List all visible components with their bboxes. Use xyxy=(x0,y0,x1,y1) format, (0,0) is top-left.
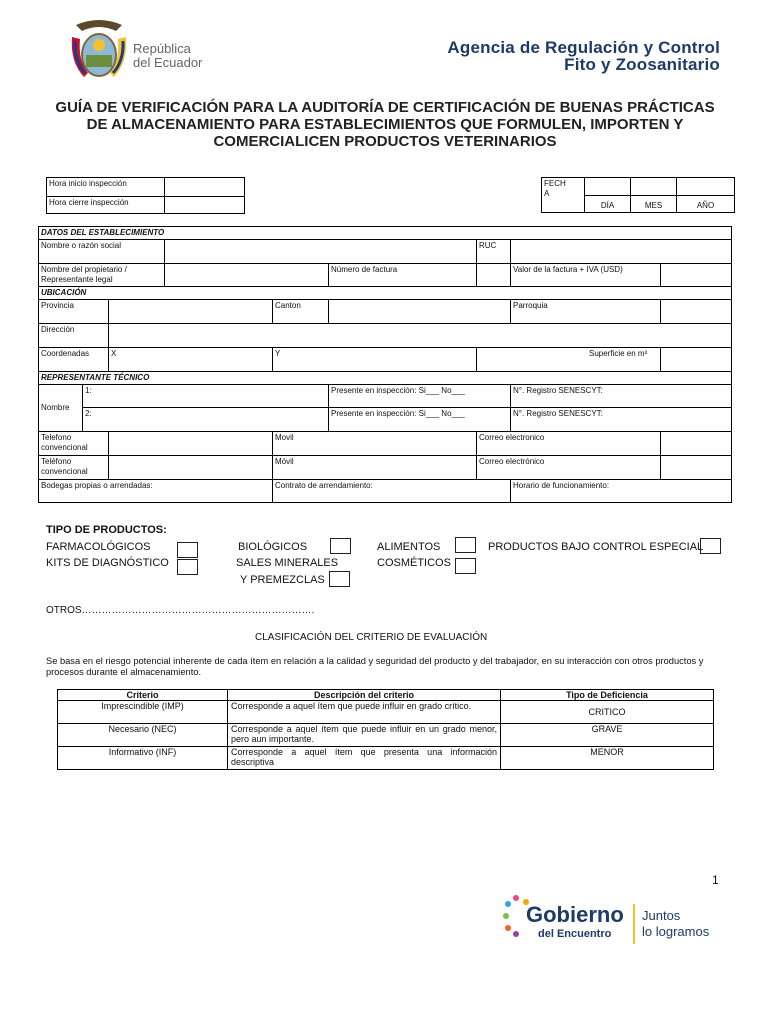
warehouses-label: Bodegas propias o arrendadas: xyxy=(39,480,273,503)
owner-field[interactable] xyxy=(165,264,329,287)
phone-label-2: Teléfono convencional xyxy=(39,456,109,480)
email-label-1: Correo electronico xyxy=(477,432,661,456)
senescyt-1[interactable]: N°. Registro SENESCYT: xyxy=(511,385,732,408)
business-name-field[interactable] xyxy=(165,240,477,264)
establishment-table xyxy=(38,226,732,503)
parish-label: Parroquia xyxy=(511,300,661,324)
salts-label: SALES MINERALES xyxy=(236,557,339,569)
surface-label: Superficie en m² xyxy=(477,348,661,372)
address-label: Dirección xyxy=(39,324,109,348)
start-time-field[interactable] xyxy=(165,178,245,197)
criteria-header-tipo: Tipo de Deficiencia xyxy=(501,690,714,701)
ruc-label: RUC xyxy=(477,240,511,264)
criteria-table xyxy=(57,689,714,770)
bio-checkbox[interactable] xyxy=(330,538,351,554)
end-time-label: Hora cierre inspección xyxy=(47,197,165,214)
bio-label: BIOLÓGICOS xyxy=(238,541,308,553)
tech-rep-1-field[interactable]: 1: xyxy=(83,385,329,408)
table-row: Necesario (NEC) Corresponde a aquel ítem que puede influir en un grado menor, pero aun importante. GRAVE xyxy=(58,724,714,747)
criteria-header-desc: Descripción del criterio xyxy=(228,690,501,701)
tech-name-label: Nombre xyxy=(39,385,83,432)
start-time-label: Hora inicio inspección xyxy=(47,178,165,197)
parish-field[interactable] xyxy=(661,300,732,324)
province-label: Provincia xyxy=(39,300,109,324)
month-field[interactable] xyxy=(631,178,677,196)
surface-field[interactable] xyxy=(661,348,732,372)
coordinate-y-field[interactable]: Y xyxy=(273,348,477,372)
year-label: AÑO xyxy=(677,196,735,213)
kits-checkbox[interactable] xyxy=(177,559,198,575)
present-2[interactable]: Presente en inspección: Si___ No___ xyxy=(329,408,511,432)
table-row: Informativo (INF) Corresponde a aquel ítem que presenta una información descriptiva MENOR xyxy=(58,747,714,770)
others-field[interactable]: OTROS……………………………………………………………. xyxy=(46,605,315,616)
end-time-field[interactable] xyxy=(165,197,245,214)
special-checkbox[interactable] xyxy=(700,538,721,554)
inspection-time-table xyxy=(46,177,245,214)
day-field[interactable] xyxy=(585,178,631,196)
senescyt-2[interactable]: N°. Registro SENESCYT: xyxy=(511,408,732,432)
agency-name: Agencia de Regulación y Control Fito y Zoosanitario xyxy=(447,38,720,74)
salts-checkbox[interactable] xyxy=(329,571,350,587)
phone-field-2[interactable] xyxy=(109,456,273,480)
address-field[interactable] xyxy=(109,324,732,348)
tech-rep-2-field[interactable]: 2: xyxy=(83,408,329,432)
ruc-field[interactable] xyxy=(511,240,732,264)
lease-label: Contrato de arrendamiento: xyxy=(273,480,511,503)
present-1[interactable]: Presente en inspección: Si___ No___ xyxy=(329,385,511,408)
phone-label-1: Telefono convencional xyxy=(39,432,109,456)
canton-label: Canton xyxy=(273,300,329,324)
mobile-label-2: Móvil xyxy=(273,456,477,480)
email-field-1[interactable] xyxy=(661,432,732,456)
page-number: 1 xyxy=(712,873,719,887)
food-checkbox[interactable] xyxy=(455,537,476,553)
premix-label: Y PREMEZCLAS xyxy=(240,574,325,586)
pharma-label: FARMACOLÓGICOS xyxy=(46,541,151,553)
date-table xyxy=(541,177,735,213)
invoice-number-field[interactable] xyxy=(477,264,511,287)
hours-label: Horario de funcionamiento: xyxy=(511,480,732,503)
cosmetics-label: COSMÉTICOS xyxy=(377,557,451,569)
month-label: MES xyxy=(631,196,677,213)
cosmetics-checkbox[interactable] xyxy=(455,558,476,574)
special-label: PRODUCTOS BAJO CONTROL ESPECIAL xyxy=(488,541,704,553)
gobierno-logo: Gobierno del Encuentro Juntos lo logramos xyxy=(498,886,722,954)
kits-label: KITS DE DIAGNÓSTICO xyxy=(46,557,169,569)
republic-name: República del Ecuador xyxy=(133,41,203,70)
email-field-2[interactable] xyxy=(661,456,732,480)
email-label-2: Correo electrónico xyxy=(477,456,661,480)
invoice-value-label: Valor de la factura + IVA (USD) xyxy=(511,264,661,287)
day-label: DÍA xyxy=(585,196,631,213)
product-types-title: TIPO DE PRODUCTOS: xyxy=(46,524,167,536)
document-title: GUÍA DE VERIFICACIÓN PARA LA AUDITORÍA DE CERTIFICACIÓN DE BUENAS PRÁCTICAS DE ALMACENAMIENTO PARA ESTABLECIMIENTOS QUE FORMULEN, IMPORTEN Y COMERCIALICEN PRODUCTOS VETERINARIOS xyxy=(55,99,715,150)
section-establishment: DATOS DEL ESTABLECIMIENTO xyxy=(39,227,732,240)
phone-field-1[interactable] xyxy=(109,432,273,456)
classification-intro: Se basa en el riesgo potencial inherente de cada ítem en relación a la calidad y seguridad del producto y del trabajador, en su interacción con otros productos y procesos durante el almacenamiento. xyxy=(46,656,704,677)
coordinates-label: Coordenadas X xyxy=(39,348,109,372)
invoice-number-label: Número de factura xyxy=(329,264,477,287)
classification-title: CLASIFICACIÓN DEL CRITERIO DE EVALUACIÓN xyxy=(255,632,488,643)
coordinate-x-field[interactable] xyxy=(109,348,273,372)
criteria-header-criterio: Criterio xyxy=(58,690,228,701)
invoice-value-field[interactable] xyxy=(661,264,732,287)
business-name-label: Nombre o razón social xyxy=(39,240,165,264)
section-location: UBICACIÓN xyxy=(39,287,732,300)
canton-field[interactable] xyxy=(329,300,511,324)
date-label: FECH A xyxy=(542,178,585,213)
province-field[interactable] xyxy=(109,300,273,324)
pharma-checkbox[interactable] xyxy=(177,542,198,558)
food-label: ALIMENTOS xyxy=(377,541,441,553)
section-technical-rep: REPRESENTANTE TÉCNICO xyxy=(39,372,732,385)
mobile-label-1: Movil xyxy=(273,432,477,456)
table-row: Imprescindible (IMP) Corresponde a aquel ítem que puede influir en grado crítico. CRITICO xyxy=(58,701,714,724)
year-field[interactable] xyxy=(677,178,735,196)
coat-of-arms-logo xyxy=(68,17,130,83)
owner-label: Nombre del propietario / Representante legal xyxy=(39,264,165,287)
